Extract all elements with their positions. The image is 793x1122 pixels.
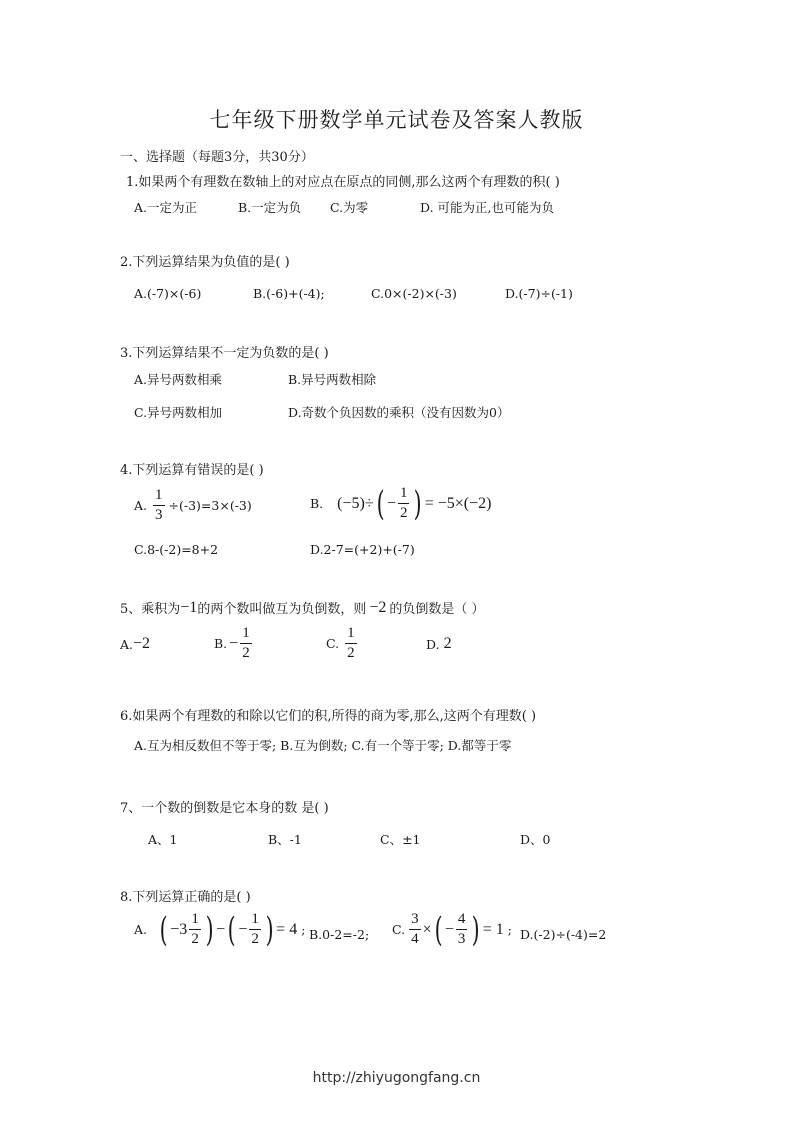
minus-sign: −	[238, 920, 248, 938]
q2-option-a: A.(-7)×(-6)	[134, 286, 202, 301]
q4-b-label: B.	[310, 496, 324, 511]
fraction	[189, 912, 201, 947]
denominator: 2	[399, 505, 408, 521]
q5-stem-part-a: 5、乘积为	[120, 602, 181, 617]
denominator: 2	[242, 645, 250, 661]
q4-b-right: = −5×(−2)	[424, 494, 492, 512]
q7-option-c: C、±1	[380, 832, 421, 847]
fraction	[456, 912, 468, 947]
q4-option-c: C.8-(-2)=8+2	[134, 542, 219, 557]
page-title: 七年级下册数学单元试卷及答案人教版	[209, 108, 584, 132]
numerator: 1	[153, 488, 165, 506]
q2-option-c: C.0×(-2)×(-3)	[371, 286, 457, 301]
q8-option-a	[134, 909, 306, 950]
semicolon: ;	[301, 922, 306, 937]
q7-option-d: D、0	[520, 832, 551, 847]
q5-d-label: D.	[426, 636, 440, 652]
q8-option-c	[392, 909, 512, 950]
q4-option-b	[310, 483, 492, 524]
denominator: 2	[191, 931, 199, 947]
denominator: 3	[457, 931, 466, 947]
footer-url: http://zhiyugongfang.cn	[312, 1070, 481, 1086]
q5-option-c	[326, 626, 359, 661]
q5-d-value: 2	[443, 635, 452, 652]
q2-option-d: D.(-7)÷(-1)	[505, 286, 573, 301]
q4-a-label: A.	[134, 498, 148, 513]
q3-option-b: B.异号两数相除	[288, 372, 377, 387]
fraction	[249, 912, 261, 947]
q4-option-a	[134, 488, 252, 523]
q5-stem-part-b: 的两个数叫做互为负倒数，则	[197, 602, 367, 617]
q5-c-label: C.	[326, 636, 340, 651]
numerator: 1	[398, 486, 410, 504]
q2-option-b: B.(-6)+(-4);	[253, 286, 325, 301]
q5-a-value: −2	[133, 635, 151, 652]
denominator: 2	[347, 645, 355, 661]
fraction	[153, 488, 165, 523]
numerator: 4	[456, 912, 468, 930]
numerator: 1	[249, 912, 261, 930]
fraction	[240, 626, 252, 661]
question-2-stem: 2.下列运算结果为负值的是( )	[120, 255, 290, 270]
q8-option-d: D.(-2)÷(-4)=2	[520, 927, 607, 942]
q8-a-label: A.	[134, 922, 148, 937]
q7-option-a: A、1	[148, 832, 178, 847]
q5-option-b	[214, 626, 254, 661]
q4-a-expression: ÷(-3)=3×(-3)	[168, 498, 252, 513]
q4-b-left: (−5)÷	[337, 494, 374, 512]
minus-sign: −	[216, 920, 226, 938]
left-paren: (	[227, 909, 236, 950]
right-paren: )	[414, 483, 423, 524]
q4-option-d: D.2-7=(+2)+(-7)	[310, 542, 415, 557]
section-heading: 一、选择题（每题3分，共30分）	[120, 150, 314, 165]
fraction	[398, 486, 410, 521]
q7-option-b: B、-1	[268, 832, 302, 847]
q1-option-d: D. 可能为正,也可能为负	[420, 200, 554, 215]
numerator: 1	[189, 912, 201, 930]
left-paren: (	[376, 483, 385, 524]
denominator: 4	[411, 931, 419, 947]
q1-option-b: B.一定为负	[238, 200, 302, 215]
numerator: 1	[240, 626, 252, 644]
q3-option-a: A.异号两数相乘	[134, 372, 223, 387]
q5-option-a	[120, 635, 150, 653]
integer-part: −3	[170, 920, 188, 938]
q8-option-b: B.0-2=-2;	[309, 927, 370, 942]
left-paren: (	[434, 909, 443, 950]
question-3-stem: 3.下列运算结果不一定为负数的是( )	[120, 346, 329, 361]
q5-neg-two: −2	[369, 598, 387, 616]
denominator: 2	[251, 931, 259, 947]
times-sign: ×	[422, 920, 432, 938]
left-paren: (	[159, 909, 168, 950]
q5-stem-part-c: 的负倒数是（ ）	[389, 602, 485, 617]
question-8-stem: 8.下列运算正确的是( )	[120, 890, 251, 905]
question-1-stem: 1.如果两个有理数在数轴上的对应点在原点的同侧,那么这两个有理数的积( )	[126, 175, 560, 190]
q8-c-label: C.	[392, 922, 406, 937]
q6-options: A.互为相反数但不等于零; B.互为倒数; C.有一个等于零; D.都等于零	[134, 738, 512, 753]
minus-sign: −	[229, 634, 239, 652]
right-paren: )	[205, 909, 214, 950]
q3-option-c: C.异号两数相加	[134, 405, 223, 420]
denominator: 3	[155, 507, 163, 523]
q8-a-result: = 4	[276, 920, 298, 938]
minus-sign: −	[386, 494, 396, 512]
question-4-stem: 4.下列运算有错误的是( )	[120, 463, 264, 478]
q5-b-label: B.	[214, 636, 228, 651]
right-paren: )	[265, 909, 274, 950]
q3-option-d: D.奇数个负因数的乘积（没有因数为0）	[288, 405, 510, 420]
semicolon: ;	[507, 922, 512, 937]
question-7-stem: 7、一个数的倒数是它本身的数 是( )	[120, 801, 329, 816]
q5-neg-one: −1	[180, 598, 198, 616]
numerator: 3	[409, 912, 421, 930]
question-6-stem: 6.如果两个有理数的和除以它们的积,所得的商为零,那么,这两个有理数( )	[120, 709, 537, 724]
q5-option-d	[426, 635, 452, 653]
right-paren: )	[472, 909, 481, 950]
q8-c-result: = 1	[482, 920, 504, 938]
q1-option-c: C.为零	[330, 200, 369, 215]
q1-option-a: A.一定为正	[134, 200, 198, 215]
fraction	[345, 626, 357, 661]
fraction	[409, 912, 421, 947]
q5-a-label: A.	[120, 636, 134, 652]
question-5-stem	[120, 598, 485, 617]
minus-sign: −	[444, 920, 454, 938]
numerator: 1	[345, 626, 357, 644]
